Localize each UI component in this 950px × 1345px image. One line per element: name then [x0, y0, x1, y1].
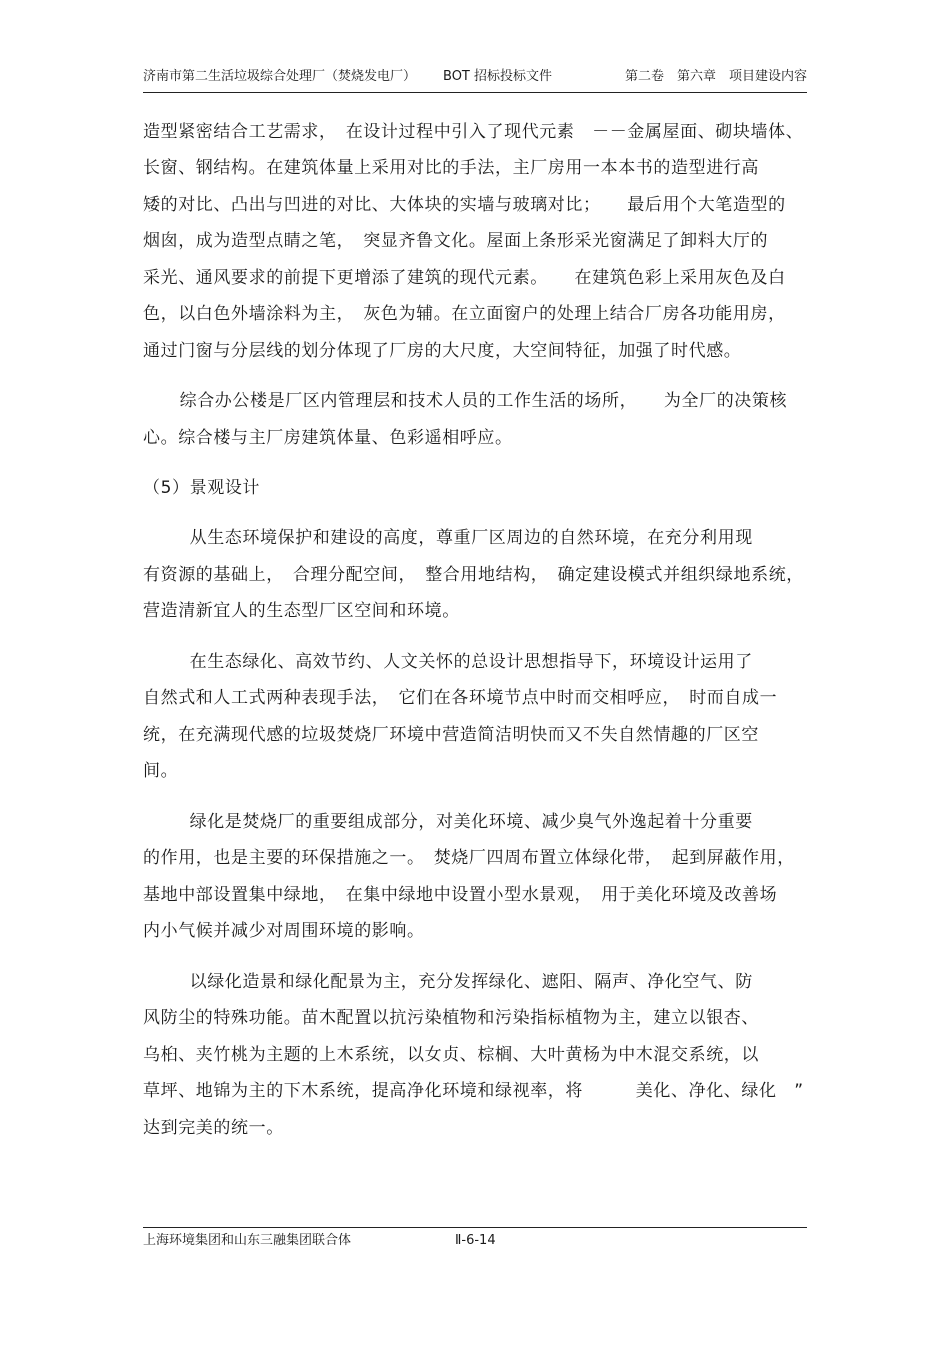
body-line: 在生态绿化、高效节约、人文关怀的总设计思想指导下，环境设计运用了 [172, 652, 753, 672]
footer-organization: 上海环境集团和山东三融集团联合体 [143, 1233, 352, 1248]
body-line: 统，在充满现代感的垃圾焚烧厂环境中营造简洁明快而又不失自然情趣的厂区空 [143, 725, 759, 745]
header-document-type: BOT 招标投标文件 [443, 69, 552, 84]
body-line: 基地中部设置集中绿地， 在集中绿地中设置小型水景观， 用于美化环境及改善场 [143, 885, 778, 905]
section-heading: （5）景观设计 [143, 478, 261, 498]
page-number: Ⅱ-6-14 [455, 1233, 496, 1248]
body-line: 心。综合楼与主厂房建筑体量、色彩遥相呼应。 [143, 428, 513, 448]
body-line: 风防尘的特殊功能。苗木配置以抗污染植物和污染指标植物为主，建立以银杏、 [143, 1008, 759, 1028]
body-line: 长窗、钢结构。在建筑体量上采用对比的手法，主厂房用一本本书的造型进行高 [143, 158, 759, 178]
header-chapter: 第二卷 第六章 项目建设内容 [624, 69, 807, 84]
body-line: 自然式和人工式两种表现手法， 它们在各环境节点中时而交相呼应， 时而自成一 [143, 688, 778, 708]
body-line: 乌桕、夹竹桃为主题的上木系统，以女贞、棕榈、大叶黄杨为中木混交系统，以 [143, 1045, 759, 1065]
body-line: 通过门窗与分层线的划分体现了厂房的大尺度，大空间特征，加强了时代感。 [143, 341, 742, 361]
header-rule [143, 92, 807, 93]
body-line: 从生态环境保护和建设的高度，尊重厂区周边的自然环境，在充分利用现 [172, 528, 753, 548]
body-line: 草坪、地锦为主的下木系统，提高净化环境和绿视率，将 美化、净化、绿化 ” [143, 1081, 804, 1101]
header-project-name: 济南市第二生活垃圾综合处理厂（焚烧发电厂） [143, 69, 417, 84]
body-line: 内小气候并减少对周围环境的影响。 [143, 921, 425, 941]
footer-rule [143, 1227, 807, 1228]
body-line: 的作用，也是主要的环保措施之一。 焚烧厂四周布置立体绿化带， 起到屏蔽作用， [143, 848, 795, 868]
body-line: 以绿化造景和绿化配景为主，充分发挥绿化、遮阳、隔声、净化空气、防 [172, 972, 753, 992]
body-line: 色，以白色外墙涂料为主， 灰色为辅。在立面窗户的处理上结合厂房各功能用房， [143, 304, 786, 324]
body-line: 综合办公楼是厂区内管理层和技术人员的工作生活的场所， 为全厂的决策核 [162, 391, 788, 411]
page-header [143, 66, 807, 88]
body-line: 矮的对比、凸出与凹进的对比、大体块的实墙与玻璃对比； 最后用个大笔造型的 [143, 195, 786, 215]
body-line: 有资源的基础上， 合理分配空间， 整合用地结构， 确定建设模式并组织绿地系统， [143, 565, 804, 585]
body-line: 间。 [143, 761, 179, 781]
body-line: 达到完美的统一。 [143, 1118, 284, 1138]
body-line: 造型紧密结合工艺需求， 在设计过程中引入了现代元素 －－金属屋面、砌块墙体、 [143, 122, 804, 142]
body-line: 烟囱，成为造型点睛之笔， 突显齐鲁文化。屋面上条形采光窗满足了卸料大厅的 [143, 231, 769, 251]
body-line: 营造清新宜人的生态型厂区空间和环境。 [143, 601, 460, 621]
body-line: 采光、通风要求的前提下更增添了建筑的现代元素。 在建筑色彩上采用灰色及白 [143, 268, 786, 288]
body-line: 绿化是焚烧厂的重要组成部分，对美化环境、减少臭气外逸起着十分重要 [172, 812, 753, 832]
